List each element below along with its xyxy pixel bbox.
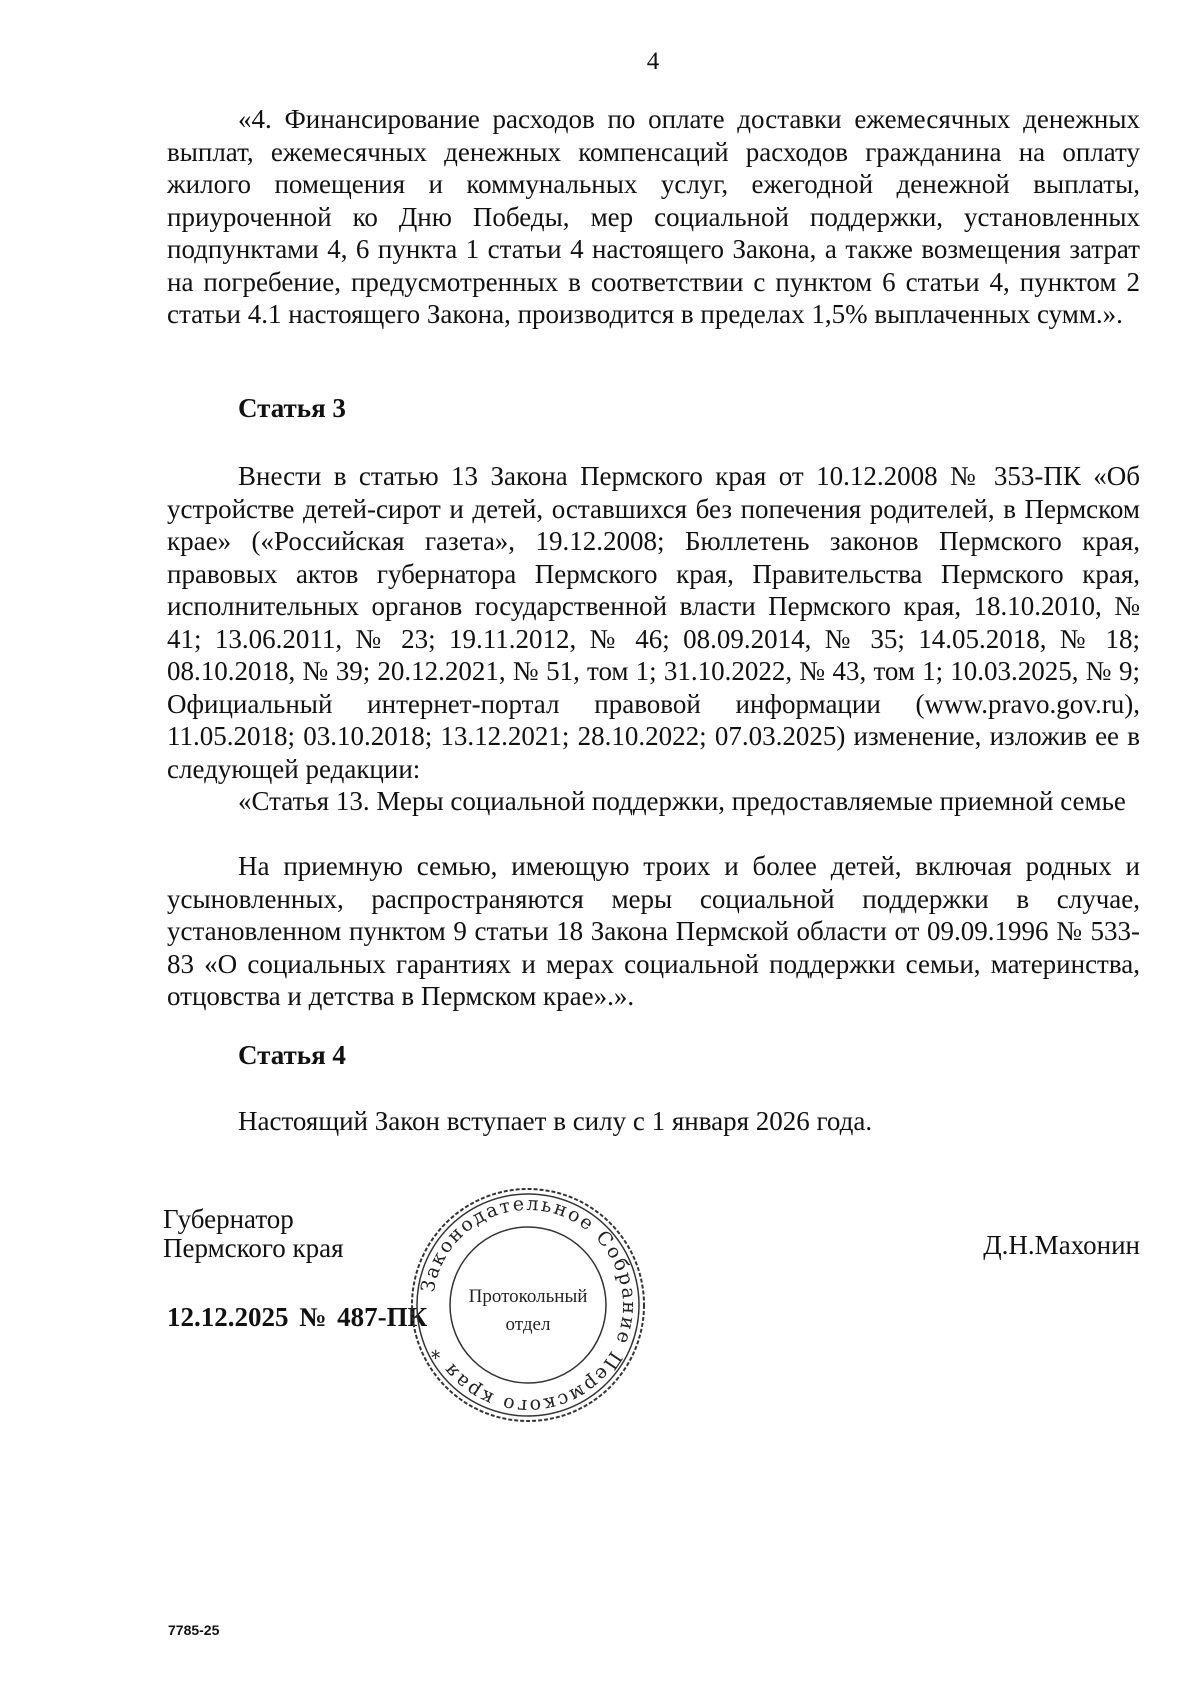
paragraph-amendment-item-4: «4. Финансирование расходов по оплате доставки ежемесячных денежных выплат, ежемесячных денежных компенсаций расходов гражданина на оплату жилого помещения и коммунальных услуг, ежегодной денежной выплаты, приуроченной ко Дню Победы, мер социальной поддержки, установленных подпунктами 4, 6 пункта 1 статьи 4 настоящего Закона, а также возмещения затрат на погребение, предусмотренных в соответствии с пунктом 6 статьи 4, пунктом 2 статьи 4.1 настоящего Закона, производится в пределах 1,5% выплаченных сумм.».	[167, 104, 1140, 329]
law-date-number: 12.12.2025 № 487-ПК	[167, 1302, 428, 1332]
stamp-center-line-1: Протокольный	[468, 1286, 588, 1307]
paragraph-article-3-body: Внести в статью 13 Закона Пермского края от 10.12.2008 № 353-ПК «Об устройстве детей-сирот и детей, оставшихся без попечения родителей, в Пермском крае» («Российская газета», 19.12.2008; Бюллетень законов Пермского края, правовых актов губернатора Пермского края, Правительства Пермского края, исполнительных органов государственной власти Пермского края, 18.10.2010, № 41; 13.06.2011, № 23; 19.11.2012, № 46; 08.09.2014, № 35; 14.05.2018, № 18; 08.10.2018, № 39; 20.12.2021, № 51, том 1; 31.10.2022, № 43, том 1; 10.03.2025, № 9; Официальный интернет-портал правовой информации (www.pravo.gov.ru), 11.05.2018; 03.10.2018; 13.12.2021; 28.10.2022; 07.03.2025) изменение, изложив ее в следующей редакции:	[167, 461, 1140, 784]
stamp-center-line-2: отдел	[505, 1314, 551, 1335]
article-3-heading: Статья 3	[238, 393, 346, 423]
paragraph-article-13-title: «Статья 13. Меры социальной поддержки, предоставляемые приемной семье	[238, 786, 1126, 816]
stamp-center-text	[447, 1283, 609, 1339]
page-number: 4	[646, 48, 660, 75]
paragraph-article-4-body: Настоящий Закон вступает в силу с 1 января 2026 года.	[238, 1106, 873, 1136]
article-4-heading: Статья 4	[238, 1040, 346, 1070]
signatory-title	[163, 1205, 344, 1263]
signatory-title-line-1: Губернатор	[163, 1204, 294, 1234]
signatory-title-line-2: Пермского края	[163, 1233, 344, 1263]
stamp-ring-text: Законодательное Собрание Пермского края *	[416, 1192, 641, 1418]
document-code: 7785-25	[168, 1622, 220, 1638]
paragraph-article-13-body: На приемную семью, имеющую троих и более детей, включая родных и усыновленных, распространяются меры социальной поддержки в случае, установленном пунктом 9 статьи 18 Закона Пермской области от 09.09.1996 № 533-83 «О социальных гарантиях и мерах социальной поддержки семьи, материнства, отцовства и детства в Пермском крае».».	[167, 851, 1140, 1011]
signatory-name: Д.Н.Махонин	[983, 1230, 1140, 1260]
